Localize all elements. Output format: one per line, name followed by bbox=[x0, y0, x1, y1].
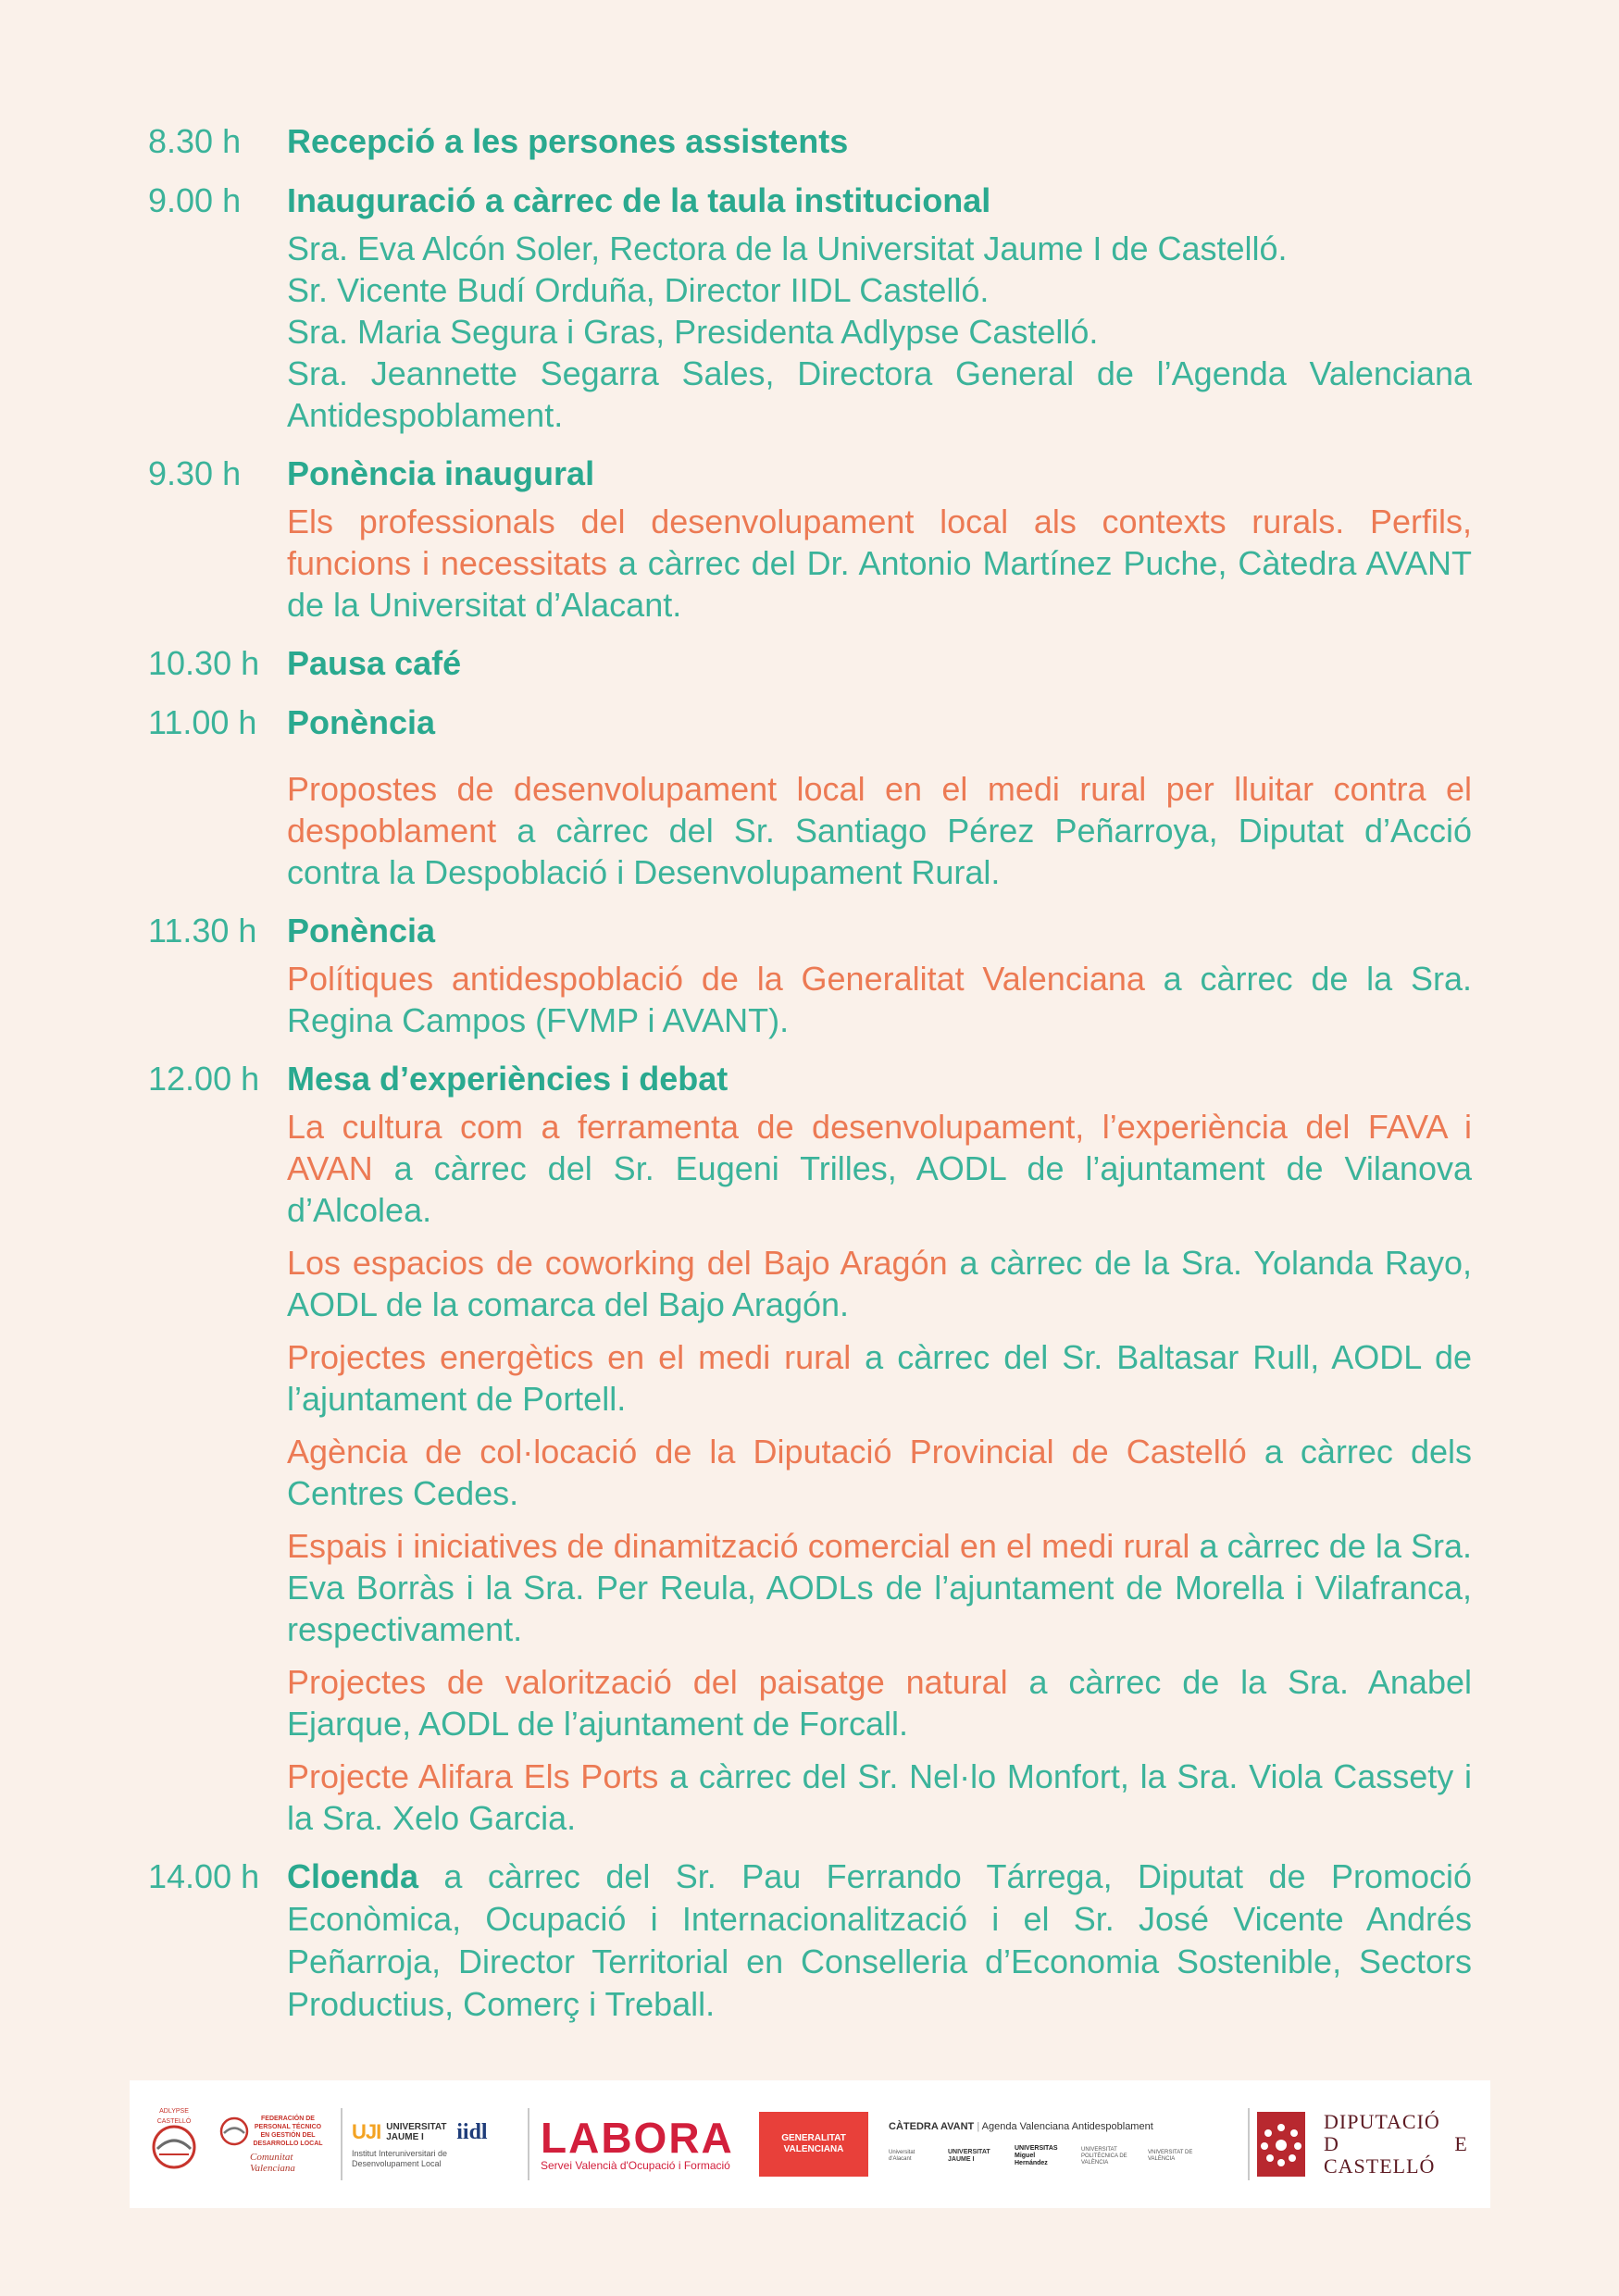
experience-item bbox=[287, 1106, 1472, 1231]
agenda-item bbox=[148, 1855, 1472, 2026]
talk-speaker: a càrrec del Sr. Baltasar Rull, AODL de l’ajuntament de Portell. bbox=[287, 1338, 1473, 1418]
uni-alacant-logo: Universitat d'Alacant bbox=[889, 2150, 915, 2162]
agenda-title: Mesa d’experiències i debat bbox=[287, 1060, 729, 1098]
experience-item bbox=[287, 1661, 1472, 1744]
session-description bbox=[287, 1106, 1472, 1839]
generalitat-logo bbox=[759, 2080, 872, 2208]
federacion-text: FEDERACIÓN DE PERSONAL TÉCNICO EN GESTIÓN DEL DESARROLLO LOCAL bbox=[253, 2116, 323, 2147]
agenda-title: Ponència bbox=[287, 703, 436, 741]
agenda-title: Pausa café bbox=[287, 644, 462, 682]
speaker-line: Sra. Maria Segura i Gras, Presidenta Adlypse Castelló. bbox=[287, 313, 1099, 351]
agenda-time: 10.30 h bbox=[148, 644, 260, 682]
agenda-title: Ponència inaugural bbox=[287, 454, 595, 492]
agenda-title: Inauguració a càrrec de la taula institucional bbox=[287, 181, 991, 219]
agenda-time: 12.00 h bbox=[148, 1060, 260, 1098]
uji-mark: UJI bbox=[352, 2120, 381, 2143]
agenda-time: 8.30 h bbox=[148, 122, 242, 160]
iidl-mark: iidl bbox=[456, 2119, 488, 2144]
diputacio-logo bbox=[1257, 2080, 1523, 2208]
experience-item bbox=[287, 1336, 1472, 1420]
talk-title: Els professionals del desenvolupament local als contexts rurals. Perfils, funcions i necessitats bbox=[287, 503, 1472, 582]
sponsor-logo-strip bbox=[130, 2080, 1523, 2208]
upv-logo: UNIVERSITAT POLITÈCNICA DE VALÈNCIA bbox=[1081, 2146, 1127, 2166]
agenda-title: Recepció a les persones assistents bbox=[287, 122, 849, 160]
divider bbox=[341, 2108, 342, 2180]
comunitat-text: Comunitat Valenciana bbox=[250, 2152, 295, 2174]
agenda-item bbox=[148, 642, 1472, 685]
agenda-item bbox=[148, 180, 1472, 436]
agenda-item bbox=[148, 120, 1472, 163]
uji-iidl-logo bbox=[352, 2080, 500, 2208]
labora-logo bbox=[541, 2080, 744, 2208]
talk-speaker: a càrrec del Sr. Eugeni Trilles, AODL de l’ajuntament de Vilanova d’Alcolea. bbox=[287, 1149, 1472, 1229]
talk-speaker: a càrrec del Dr. Antonio Martínez Puche, Càtedra AVANT de la Universitat d’Alacant. bbox=[287, 544, 1472, 624]
federacion-emblem-icon bbox=[218, 2116, 250, 2147]
experience-item bbox=[287, 1756, 1472, 1839]
talk-speaker: a càrrec de la Sra. Anabel Ejarque, AODL de l’ajuntament de Forcall. bbox=[287, 1663, 1472, 1743]
uji-sub: Institut Interuniversitari de Desenvolupament Local bbox=[352, 2148, 448, 2168]
diputacio-text bbox=[1324, 2111, 1523, 2178]
agenda-item bbox=[148, 1058, 1472, 1839]
speaker-line: Sra. Jeannette Segarra Sales, Directora General de l’Agenda Valenciana Antidespoblament. bbox=[287, 354, 1472, 434]
diputacio-line: D E bbox=[1324, 2132, 1523, 2155]
talk-speaker: a càrrec del Sr. Santiago Pérez Peñarroya, Diputat d’Acció contra la Despoblació i Desenvolupament Rural. bbox=[287, 812, 1472, 891]
talk-speaker: a càrrec de la Sra. Eva Borràs i la Sra. Per Reula, AODLs de l’ajuntament de Morella i Vilafranca, respectivament. bbox=[287, 1527, 1472, 1648]
labora-wordmark: LABORA bbox=[541, 2114, 734, 2162]
diputacio-star-icon bbox=[1257, 2120, 1305, 2168]
catedra-subtitle: Agenda Valenciana Antidespoblament bbox=[981, 2121, 1153, 2132]
talk-title: Projecte Alifara Els Ports bbox=[287, 1757, 659, 1795]
uji-small-logo: UNIVERSITAT JAUME I bbox=[948, 2149, 990, 2163]
talk-title: Polítiques antidespoblació de la Generalitat Valenciana bbox=[287, 960, 1145, 998]
umh-logo: UNIVERSITAS Miguel Hernández bbox=[1015, 2145, 1058, 2166]
experience-item bbox=[287, 1242, 1472, 1325]
diputacio-line: DIPUTACIÓ bbox=[1324, 2110, 1440, 2133]
session-description bbox=[287, 501, 1472, 626]
agenda-title: Cloenda bbox=[287, 1857, 419, 1895]
agenda-time: 11.00 h bbox=[148, 703, 257, 741]
experience-item bbox=[287, 1431, 1472, 1514]
labora-subtitle: Servei Valencià d'Ocupació i Formació bbox=[541, 2159, 730, 2172]
talk-title: Agència de col·locació de la Diputació Provincial de Castelló bbox=[287, 1433, 1247, 1471]
adlypse-logo bbox=[146, 2080, 202, 2208]
agenda-item bbox=[148, 910, 1472, 1041]
talk-title: Los espacios de coworking del Bajo Aragón bbox=[287, 1244, 948, 1282]
uv-logo: VNIVERSITAT DE VALÈNCIA bbox=[1148, 2150, 1193, 2162]
uji-name: UNIVERSITAT JAUME I bbox=[386, 2122, 447, 2142]
talk-title: Projectes de valorització del paisatge natural bbox=[287, 1663, 1008, 1701]
session-description bbox=[287, 958, 1472, 1041]
agenda bbox=[148, 120, 1472, 2042]
adlypse-text: ADLYPSE CASTELLÓ bbox=[156, 2108, 192, 2125]
speaker-line: Sr. Vicente Budí Orduña, Director IIDL Castelló. bbox=[287, 271, 990, 309]
talk-title: Espais i iniciatives de dinamització comercial en el medi rural bbox=[287, 1527, 1190, 1565]
divider bbox=[528, 2108, 529, 2180]
catedra-title: CÀTEDRA AVANT bbox=[889, 2121, 975, 2132]
diputacio-emblem bbox=[1257, 2112, 1305, 2177]
agenda-time: 14.00 h bbox=[148, 1857, 260, 1895]
talk-speaker: a càrrec de la Sra. Regina Campos (FVMP i AVANT). bbox=[287, 960, 1472, 1039]
talk-speaker: a càrrec del Sr. Nel·lo Monfort, la Sra. Viola Cassety i la Sra. Xelo Garcia. bbox=[287, 1757, 1472, 1837]
divider bbox=[1248, 2108, 1250, 2180]
talk-title: Projectes energètics en el medi rural bbox=[287, 1338, 852, 1376]
talk-speaker: a càrrec dels Centres Cedes. bbox=[287, 1433, 1473, 1512]
agenda-title: Ponència bbox=[287, 912, 436, 949]
federacion-logo bbox=[217, 2080, 328, 2208]
agenda-item bbox=[148, 701, 1472, 893]
closing-speakers: a càrrec del Sr. Pau Ferrando Tárrega, Diputat de Promoció Econòmica, Ocupació i Internacionalització i el Sr. José Vicente Andrés Peñarroja, Director Territorial en Conselleria d’Economia Sostenible, Sectors Productius, Comerç i Treball. bbox=[287, 1857, 1472, 2023]
talk-title: Propostes de desenvolupament local en el medi rural per lluitar contra el despoblament bbox=[287, 770, 1472, 850]
agenda-time: 9.00 h bbox=[148, 181, 242, 219]
catedra-avant-logo: CÀTEDRA AVANT | Agenda Valenciana Antidespoblament Universitat d'Alacant UNIVERSITAT JAUME I UNIVERSITAS Miguel Hernández UNIVERSITAT POLITÈCNICA DE VALÈNCIA VNIVERSITAT DE VALÈNCIA bbox=[889, 2121, 1193, 2166]
agenda-time: 11.30 h bbox=[148, 912, 257, 949]
talk-title: La cultura com a ferramenta de desenvolupament, l’experiència del FAVA i AVAN bbox=[287, 1108, 1472, 1187]
speaker-list bbox=[287, 228, 1472, 436]
agenda-item bbox=[148, 453, 1472, 626]
talk-speaker: a càrrec de la Sra. Yolanda Rayo, AODL de la comarca del Bajo Aragón. bbox=[287, 1244, 1472, 1323]
agenda-time: 9.30 h bbox=[148, 454, 242, 492]
experience-item bbox=[287, 1525, 1472, 1650]
diputacio-line: CASTELLÓ bbox=[1324, 2154, 1436, 2178]
session-description bbox=[287, 768, 1472, 893]
generalitat-box bbox=[759, 2112, 868, 2177]
closing-description bbox=[287, 1855, 1472, 2026]
speaker-line: Sra. Eva Alcón Soler, Rectora de la Universitat Jaume I de Castelló. bbox=[287, 230, 1288, 267]
generalitat-text: GENERALITAT VALENCIANA bbox=[781, 2133, 846, 2154]
